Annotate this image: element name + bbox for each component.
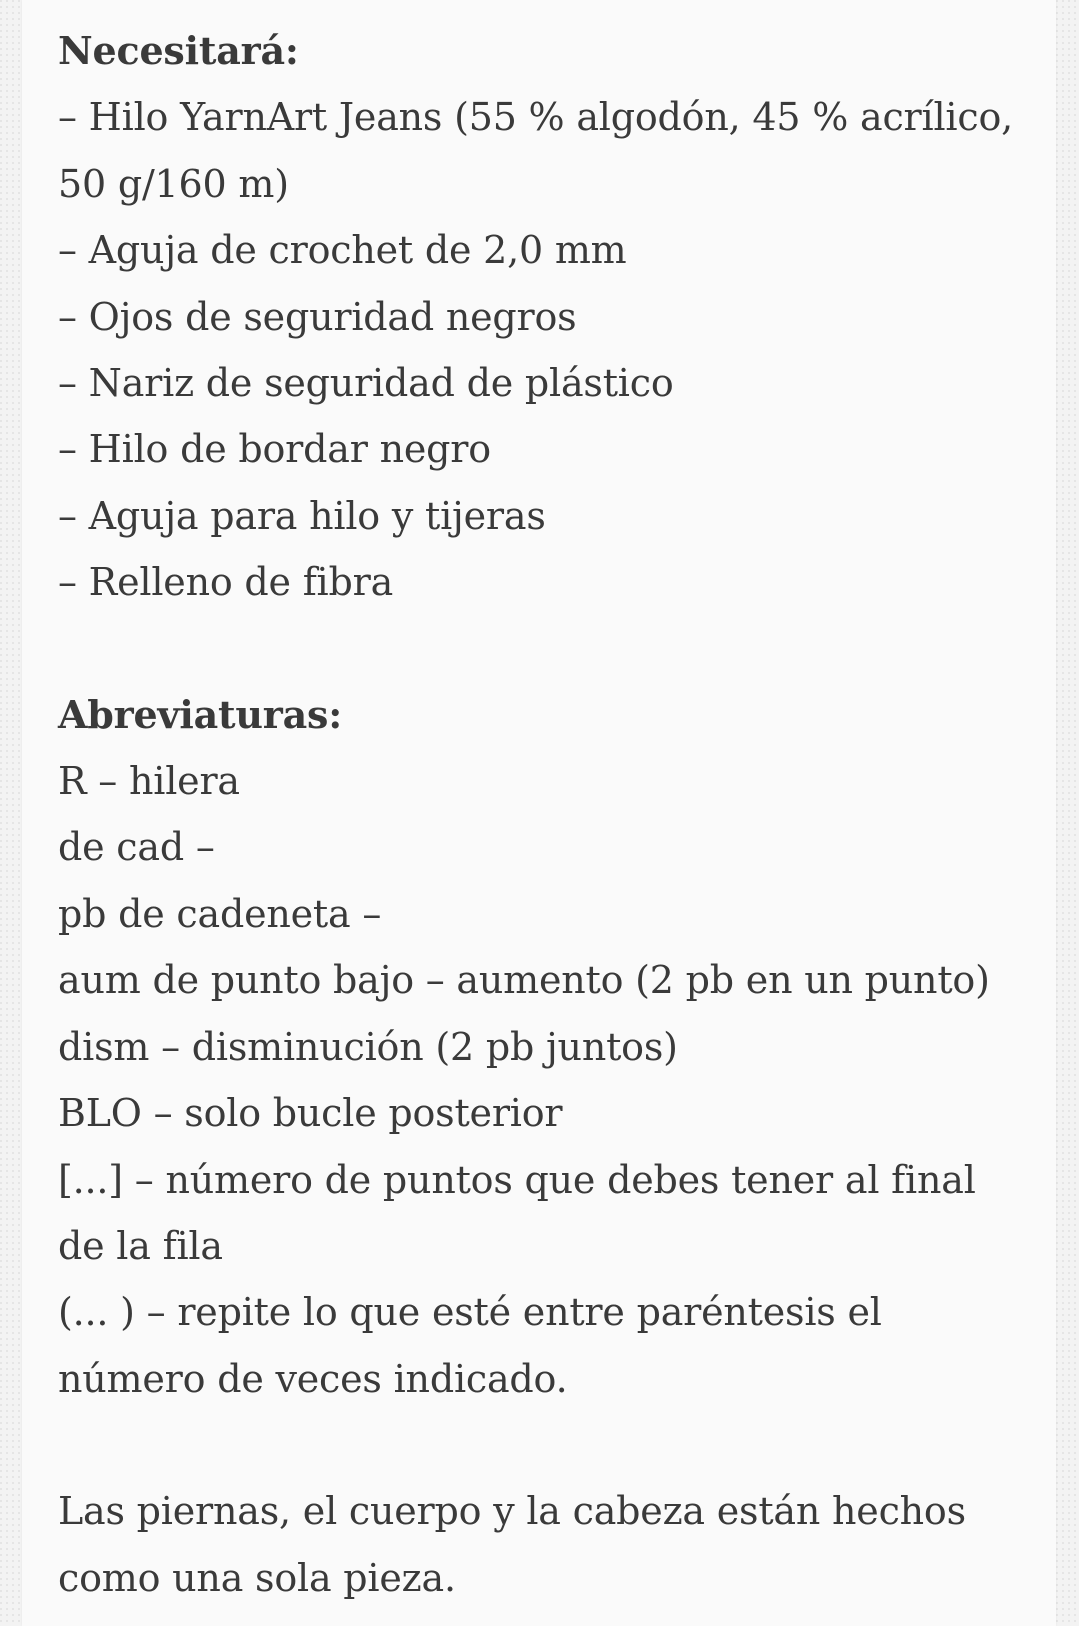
abbreviations-heading: Abreviaturas: (58, 691, 343, 737)
abbreviation-item: BLO – solo bucle posterior (58, 1091, 563, 1136)
construction-note: Las piernas, el cuerpo y la cabeza están hechos como una sola pieza. (58, 1489, 966, 1600)
abbreviation-item: [...] – número de puntos que debes tener al final de la fila (58, 1157, 976, 1268)
material-item: – Relleno de fibra (58, 560, 394, 605)
material-item: – Hilo de bordar negro (58, 427, 491, 472)
abbreviation-item: de cad – (58, 825, 215, 870)
abbreviations-section (58, 682, 1018, 1412)
material-item: – Ojos de seguridad negros (58, 294, 577, 339)
material-item: – Hilo YarnArt Jeans (55 % algodón, 45 % acrílico, 50 g/160 m) (58, 95, 1014, 206)
material-item: – Nariz de seguridad de plástico (58, 361, 674, 406)
abbreviation-item: R – hilera (58, 759, 240, 804)
abbreviation-item: (... ) – repite lo que esté entre paréntesis el número de veces indicado. (58, 1290, 882, 1401)
materials-section (58, 18, 1018, 616)
article-body (58, 18, 1018, 1611)
materials-heading: Necesitará: (58, 28, 299, 73)
abbreviation-item: aum de punto bajo – aumento (2 pb en un punto) (58, 958, 990, 1003)
material-item: – Aguja de crochet de 2,0 mm (58, 228, 627, 273)
abbreviation-item: dism – disminución (2 pb juntos) (58, 1024, 678, 1069)
abbreviation-item: pb de cadeneta – (58, 891, 382, 936)
material-item: – Aguja para hilo y tijeras (58, 493, 546, 538)
section-spacer (58, 1412, 1018, 1478)
section-spacer (58, 616, 1018, 682)
